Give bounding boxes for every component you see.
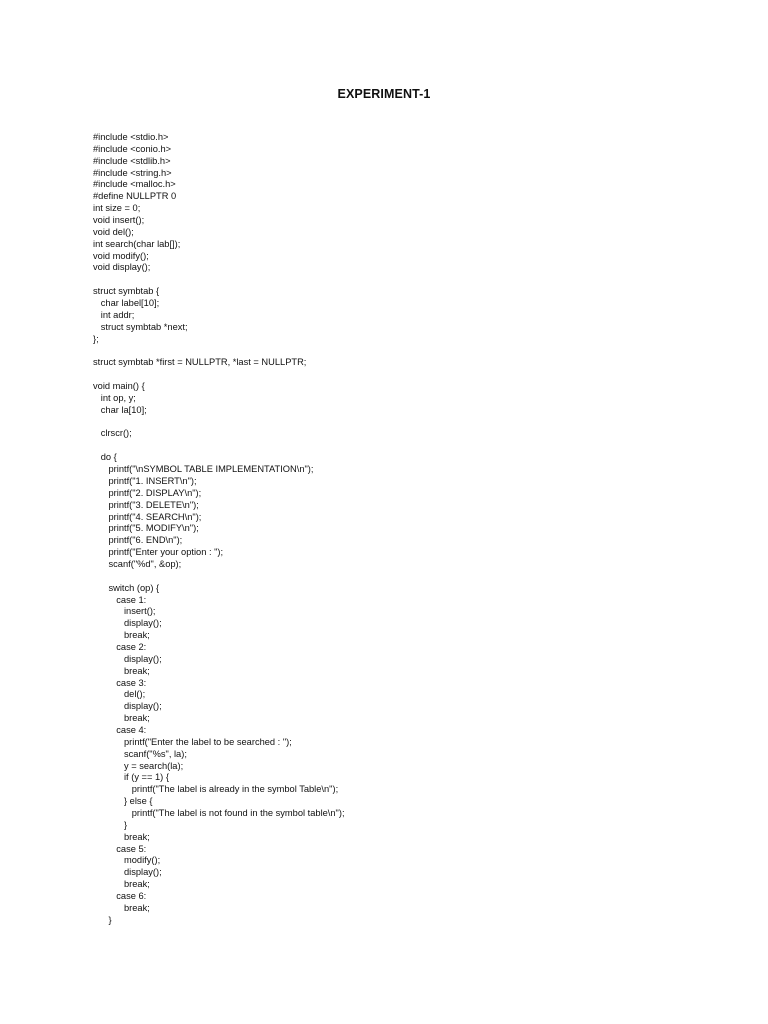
code-line: void del(); xyxy=(93,226,134,237)
code-line: printf("2. DISPLAY\n"); xyxy=(93,487,202,498)
code-line: break; xyxy=(93,879,150,890)
code-line: case 6: xyxy=(93,891,147,901)
code-line: }; xyxy=(93,333,99,344)
code-line: case 1: xyxy=(93,594,147,605)
code-line: del(); xyxy=(93,689,146,700)
code-line: printf("Enter your option : "); xyxy=(93,547,224,558)
code-line: switch (op) { xyxy=(93,582,160,593)
code-line: insert(); xyxy=(93,606,156,617)
code-line: break; xyxy=(93,831,150,842)
code-line: struct symbtab *first = NULLPTR, *last = NULLPTR; xyxy=(93,357,307,368)
code-line: void main() { xyxy=(93,381,145,392)
code-line: display(); xyxy=(93,653,162,664)
code-line: scanf("%d", &op); xyxy=(93,558,182,569)
code-line: printf("6. END\n"); xyxy=(93,535,183,546)
code-line: #include <malloc.h> xyxy=(93,179,176,190)
page-title: EXPERIMENT-1 xyxy=(337,87,431,101)
code-line xyxy=(93,571,733,583)
code-line: case 4: xyxy=(93,724,147,735)
code-line: clrscr(); xyxy=(93,428,132,439)
code-line: printf("3. DELETE\n"); xyxy=(93,499,199,510)
code-line xyxy=(93,345,733,357)
code-line: #define NULLPTR 0 xyxy=(93,191,177,202)
code-line xyxy=(93,274,733,286)
code-line: printf("Enter the label to be searched : "); xyxy=(93,736,292,747)
code-line: struct symbtab { xyxy=(93,286,160,297)
code-line: char label[10]; xyxy=(93,298,160,309)
code-line: #include <conio.h> xyxy=(93,143,172,154)
code-line: int addr; xyxy=(93,309,135,320)
code-line: #include <stdlib.h> xyxy=(93,155,171,166)
code-line: if (y == 1) { xyxy=(93,772,169,783)
code-line: printf("The label is already in the symbol Table\n"); xyxy=(93,784,339,795)
code-line: int size = 0; xyxy=(93,203,141,214)
code-line: break; xyxy=(93,902,150,913)
code-line: void modify(); xyxy=(93,250,149,261)
code-line: case 2: xyxy=(93,641,147,652)
code-line: display(); xyxy=(93,701,162,712)
code-line: do { xyxy=(93,452,117,463)
code-line: printf("\nSYMBOL TABLE IMPLEMENTATION\n"); xyxy=(93,464,314,475)
code-line xyxy=(93,417,733,429)
code-line: } else { xyxy=(93,796,153,807)
code-line xyxy=(93,440,733,452)
code-line: printf("5. MODIFY\n"); xyxy=(93,523,199,534)
code-line: printf("The label is not found in the symbol table\n"); xyxy=(93,807,345,818)
code-line: int op, y; xyxy=(93,392,136,403)
code-line: case 3: xyxy=(93,677,147,688)
code-line: #include <string.h> xyxy=(93,167,172,178)
code-line xyxy=(93,369,733,381)
code-line: display(); xyxy=(93,867,162,878)
code-line: } xyxy=(93,914,112,925)
code-line: void display(); xyxy=(93,262,151,273)
code-line: display(); xyxy=(93,618,162,629)
code-line: scanf("%s", la); xyxy=(93,748,187,759)
code-line: break; xyxy=(93,630,150,641)
code-line: printf("1. INSERT\n"); xyxy=(93,475,197,486)
code-line: break; xyxy=(93,665,150,676)
code-line: printf("4. SEARCH\n"); xyxy=(93,511,202,522)
code-line: int search(char lab[]); xyxy=(93,238,181,249)
code-line: break; xyxy=(93,713,150,724)
code-line: void insert(); xyxy=(93,215,145,226)
code-line: } xyxy=(93,819,128,830)
code-line: modify(); xyxy=(93,855,161,866)
code-line: y = search(la); xyxy=(93,760,184,771)
code-line: char la[10]; xyxy=(93,404,147,415)
code-line: struct symbtab *next; xyxy=(93,321,188,332)
code-line: case 5: xyxy=(93,843,147,854)
code-listing xyxy=(93,132,733,927)
code-line: #include <stdio.h> xyxy=(93,132,169,142)
